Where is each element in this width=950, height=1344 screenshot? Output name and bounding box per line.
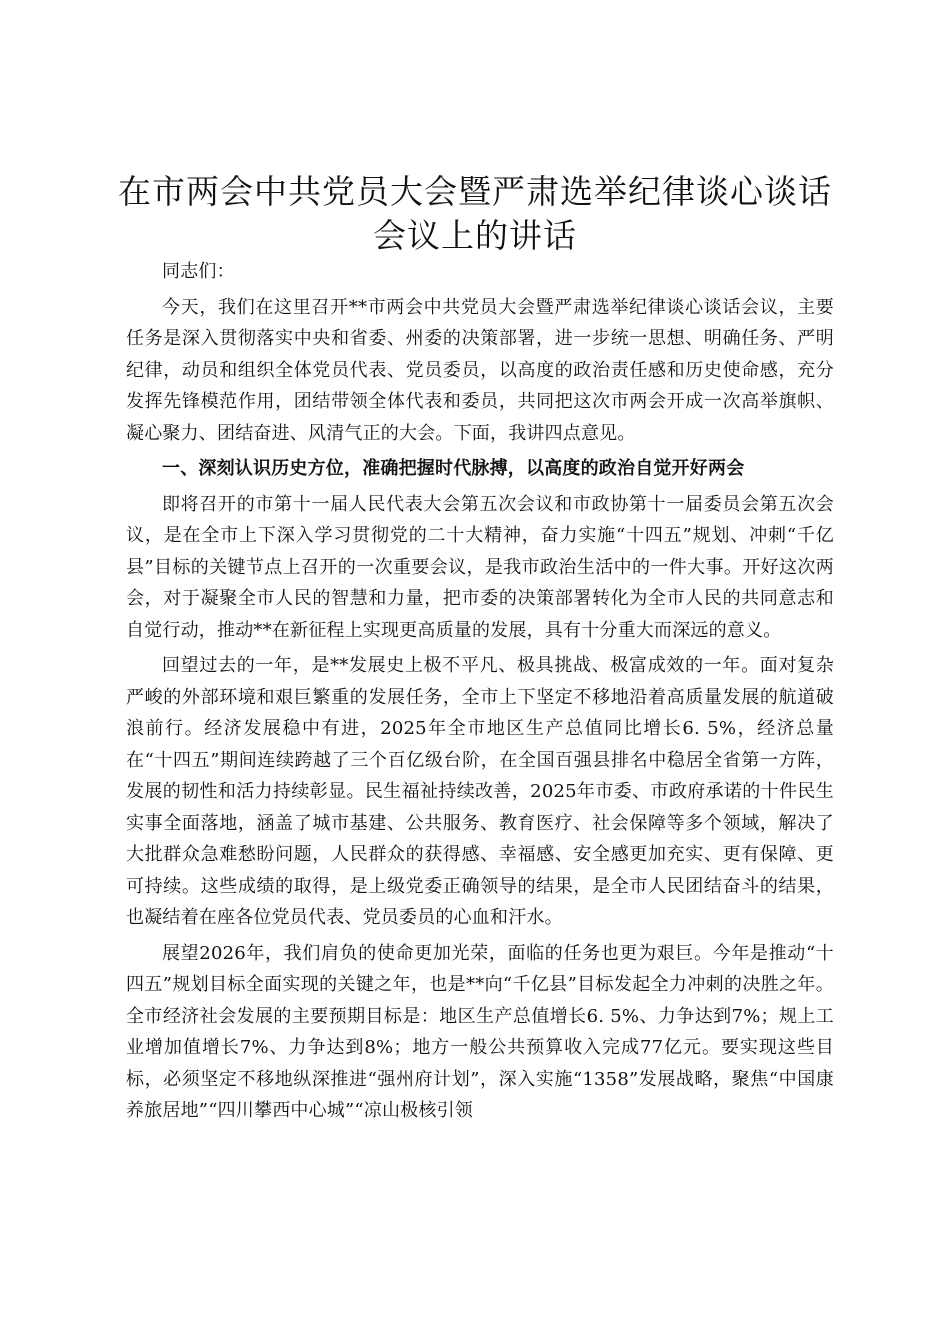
section-heading-1: 一、深刻认识历史方位，准确把握时代脉搏，以高度的政治自觉开好两会: [162, 458, 745, 479]
document-title: 在市两会中共党员大会暨严肃选举纪律谈心谈话会议上的讲话: [118, 172, 832, 255]
paragraph-intro: 今天，我们在这里召开**市两会中共党员大会暨严肃选举纪律谈心谈话会议，主要任务是深入贯彻落实中央和省委、州委的决策部署，进一步统一思想、明确任务、严明纪律，动员和组织全体党员代表、党员委员，以高度的政治责任感和历史使命感，充分发挥先锋模范作用，团结带领全体代表和委员，共同把这次市两会开成一次高举旗帜、凝心聚力、团结奋进、风清气正的大会。下面，我讲四点意见。: [126, 296, 834, 444]
paragraph-significance: 即将召开的市第十一届人民代表大会第五次会议和市政协第十一届委员会第五次会议，是在全市上下深入学习贯彻党的二十大精神，奋力实施“十四五”规划、冲刺“千亿县”目标的关键节点上召开的一次重要会议，是我市政治生活中的一件大事。开好这次两会，对于凝聚全市人民的智慧和力量，把市委的决策部署转化为全市人民的共同意志和自觉行动，推动**在新征程上实现更高质量的发展，具有十分重大而深远的意义。: [126, 493, 834, 641]
salutation: 同志们：: [162, 261, 235, 282]
paragraph-outlook: 展望2026年，我们肩负的使命更加光荣，面临的任务也更为艰巨。今年是推动“十四五”规划目标全面实现的关键之年，也是**向“千亿县”目标发起全力冲刺的决胜之年。全市经济社会发展的主要预期目标是：地区生产总值增长6. 5%、力争达到7%；规上工业增加值增长7%、力争达到8%；地方一般公共预算收入完成77亿元。要实现这些目标，必须坚定不移地纵深推进“强州府计划”，深入实施“1358”发展战略，聚焦“中国康养旅居地”“四川攀西中心城”“凉山极核引领: [126, 942, 834, 1121]
document-body: [126, 256, 834, 1127]
paragraph-review: 回望过去的一年，是**发展史上极不平凡、极具挑战、极富成效的一年。面对复杂严峻的外部环境和艰巨繁重的发展任务，全市上下坚定不移地沿着高质量发展的航道破浪前行。经济发展稳中有进，2025年全市地区生产总值同比增长6. 5%，经济总量在“十四五”期间连续跨越了三个百亿级台阶，在全国百强县排名中稳居全省第一方阵，发展的韧性和活力持续彰显。民生福祉持续改善，2025年市委、市政府承诺的十件民生实事全面落地，涵盖了城市基建、公共服务、教育医疗、社会保障等多个领域，解决了大批群众急难愁盼问题，人民群众的获得感、幸福感、安全感更加充实、更有保障、更可持续。这些成绩的取得，是上级党委正确领导的结果，是全市人民团结奋斗的结果，也凝结着在座各位党员代表、党员委员的心血和汗水。: [126, 655, 834, 928]
